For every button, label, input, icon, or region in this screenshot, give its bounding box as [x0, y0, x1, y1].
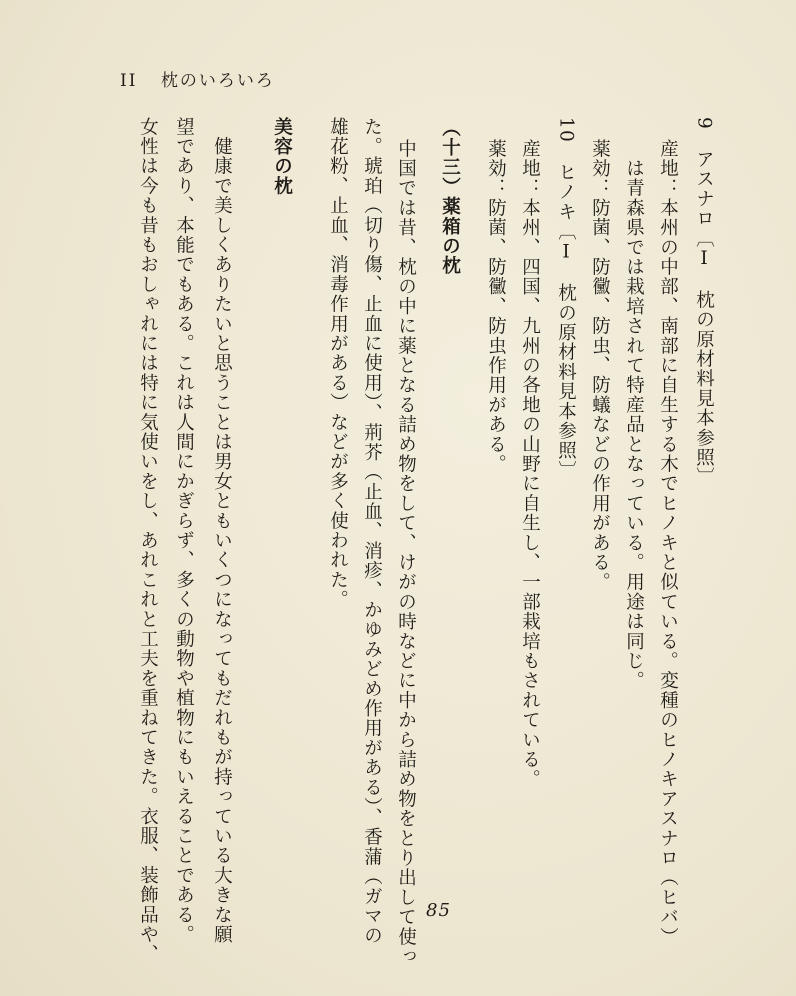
text-line: 健康で美しくありたいと思うことは男女ともいくつになってもだれもが持っている大きな願: [211, 117, 233, 945]
text-line: 女性は今も昔もおしゃれには特に気使いをし、あれこれと工夫を重ねてきた。衣服、装飾品や、: [137, 117, 159, 965]
text-line: は青森県では栽培されて特産品となっている。用途は同じ。: [623, 139, 645, 691]
chapter-number: II: [120, 71, 138, 91]
text-line: 薬効：防菌、防黴、防虫作用がある。: [485, 139, 507, 474]
text-line: 産地：本州の中部、南部に自生する木でヒノキと似ている。変種のヒノキアスナロ（ヒバ）: [657, 139, 679, 947]
entry-heading-hinoki: 10 ヒノキ〔Ⅰ 枕の原材料見本参照〕: [555, 117, 577, 481]
text-line: 望であり、本能でもある。これは人間にかぎらず、多くの動物や植物にもいえることである。: [173, 117, 195, 945]
text-line: 薬効：防菌、防黴、防虫、防蟻などの作用がある。: [589, 139, 611, 593]
entry-heading-asunaro: 9 アスナロ〔Ⅰ 枕の原材料見本参照〕: [693, 117, 715, 488]
running-head: [120, 66, 275, 91]
text-line: 産地：本州、四国、九州の各地の山野に自生し、一部栽培もされている。: [519, 139, 541, 790]
section-heading-beauty-pillow: 美容の枕: [271, 117, 293, 196]
chapter-title: 枕のいろいろ: [160, 71, 275, 91]
page-number: 85: [426, 900, 451, 921]
section-heading-medicine-pillow: （十三）薬箱の枕: [439, 118, 461, 276]
text-line: 中国では昔、枕の中に薬となる詰め物をして、けがの時などに中から詰め物をとり出して使っ: [395, 139, 417, 967]
text-line: 雄花粉、止血、消毒作用がある）などが多く使われた。: [327, 117, 349, 610]
text-line: た。琥珀（切り傷、止血に使用）、荊芥（止血、消疹、かゆみどめ作用がある）、香蒲（ガマの: [361, 117, 383, 946]
